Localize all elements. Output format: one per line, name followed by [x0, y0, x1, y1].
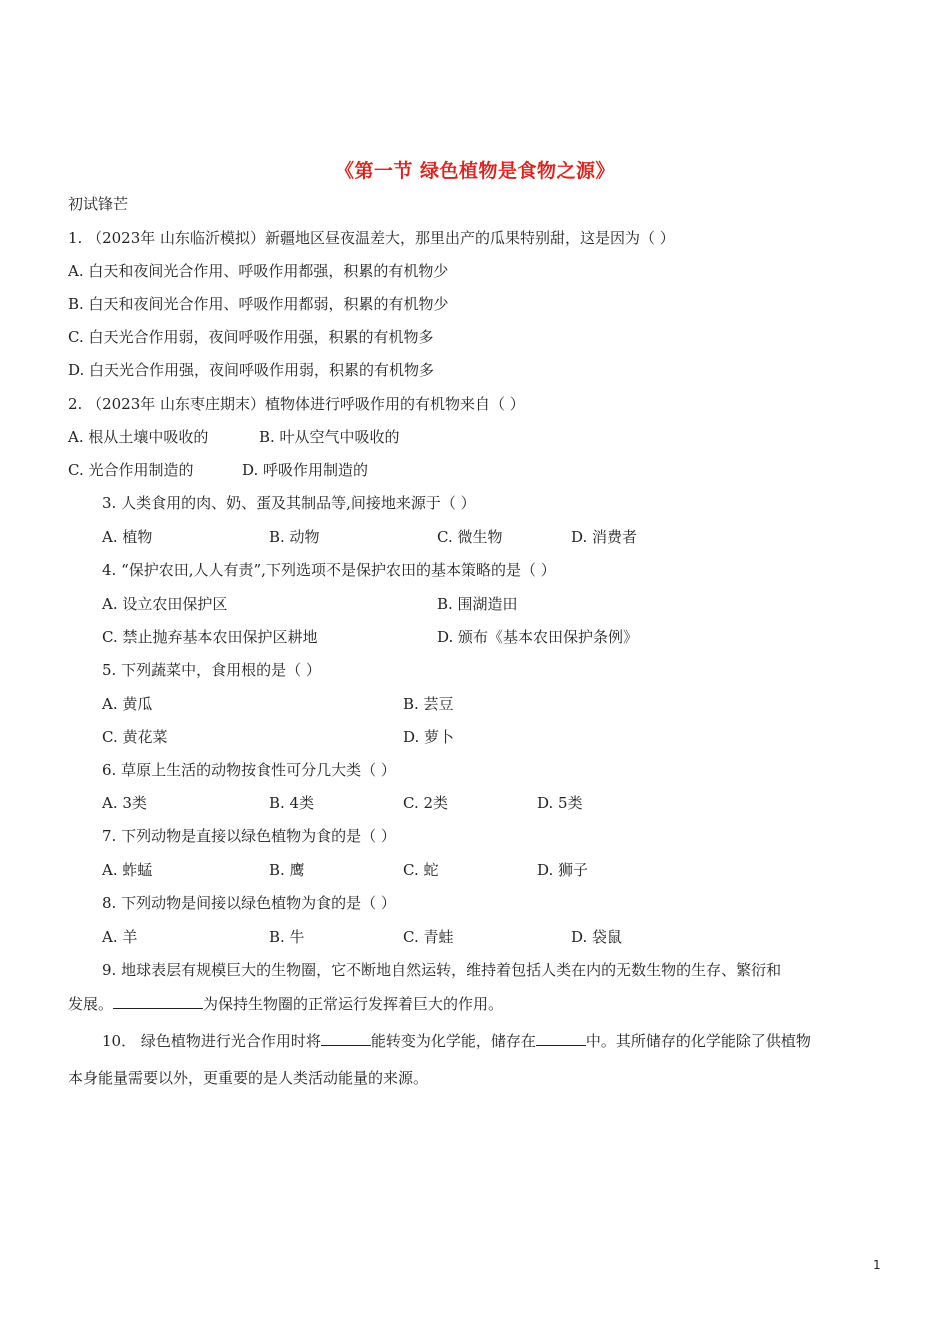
question-6-option-c: C. 2类 [403, 794, 449, 812]
question-10-line-2: 本身能量需要以外，更重要的是人类活动能量的来源。 [68, 1069, 429, 1087]
question-8-option-b: B. 牛 [269, 928, 305, 946]
question-1-stem: 1. （2023年 山东临沂模拟）新疆地区昼夜温差大，那里出产的瓜果特别甜，这是因为（ ） [68, 229, 675, 247]
question-4-stem: 4. “保护农田,人人有责”,下列选项不是保护农田的基本策略的是（ ） [102, 561, 556, 579]
question-6-option-a: A. 3类 [102, 794, 147, 812]
question-6-stem: 6. 草原上生活的动物按食性可分几大类（ ） [102, 761, 396, 779]
question-2-option-d: D. 呼吸作用制造的 [242, 461, 369, 479]
page-number: 1 [873, 1258, 881, 1272]
question-9-answer-blank[interactable] [113, 994, 203, 1009]
question-9-line-2 [68, 994, 503, 1014]
section-heading: 初试锋芒 [68, 195, 129, 213]
question-3-stem: 3. 人类食用的肉、奶、蛋及其制品等,间接地来源于（ ） [102, 494, 476, 512]
question-5-option-c: C. 黄花菜 [102, 728, 168, 746]
question-10-line-1 [102, 1031, 811, 1051]
question-8-option-c: C. 青蛙 [403, 928, 454, 946]
question-3-option-c: C. 微生物 [437, 528, 503, 546]
question-1-option-c: C. 白天光合作用弱，夜间呼吸作用强，积累的有机物多 [68, 328, 434, 346]
question-2-stem: 2. （2023年 山东枣庄期末）植物体进行呼吸作用的有机物来自（ ） [68, 395, 525, 413]
page-title: 《第一节 绿色植物是食物之源》 [334, 160, 616, 182]
question-8-stem: 8. 下列动物是间接以绿色植物为食的是（ ） [102, 894, 396, 912]
question-9-line-1: 9. 地球表层有规模巨大的生物圈，它不断地自然运转，维持着包括人类在内的无数生物的生存、繁衍和 [102, 961, 782, 979]
question-8-option-a: A. 羊 [102, 928, 138, 946]
question-3-option-d: D. 消费者 [571, 528, 638, 546]
question-7-option-a: A. 蚱蜢 [102, 861, 153, 879]
question-6-option-d: D. 5类 [537, 794, 583, 812]
question-1-option-b: B. 白天和夜间光合作用、呼吸作用都弱，积累的有机物少 [68, 295, 449, 313]
question-10-text-part-1: 10． 绿色植物进行光合作用时将 [102, 1032, 321, 1050]
question-7-stem: 7. 下列动物是直接以绿色植物为食的是（ ） [102, 827, 396, 845]
question-2-option-c: C. 光合作用制造的 [68, 461, 194, 479]
question-7-option-b: B. 鹰 [269, 861, 305, 879]
question-3-option-b: B. 动物 [269, 528, 320, 546]
question-6-option-b: B. 4类 [269, 794, 315, 812]
question-2-option-a: A. 根从土壤中吸收的 [68, 428, 209, 446]
question-9-text-after-blank: 为保持生物圈的正常运行发挥着巨大的作用。 [203, 995, 504, 1013]
question-4-option-d: D. 颁布《基本农田保护条例》 [437, 628, 639, 646]
question-10-answer-blank-2[interactable] [536, 1031, 586, 1046]
question-4-option-a: A. 设立农田保护区 [102, 595, 228, 613]
question-5-option-a: A. 黄瓜 [102, 695, 153, 713]
question-4-option-b: B. 围湖造田 [437, 595, 518, 613]
question-3-option-a: A. 植物 [102, 528, 153, 546]
question-9-text-before-blank: 发展。 [68, 995, 114, 1013]
question-10-text-part-2: 能转变为化学能，储存在 [370, 1032, 536, 1050]
question-10-answer-blank-1[interactable] [321, 1031, 371, 1046]
question-4-option-c: C. 禁止抛弃基本农田保护区耕地 [102, 628, 318, 646]
question-1-option-d: D. 白天光合作用强，夜间呼吸作用弱，积累的有机物多 [68, 361, 435, 379]
question-10-text-part-3: 中。其所储存的化学能除了供植物 [585, 1032, 811, 1050]
question-1-option-a: A. 白天和夜间光合作用、呼吸作用都强，积累的有机物少 [68, 262, 449, 280]
question-5-stem: 5. 下列蔬菜中，食用根的是（ ） [102, 661, 321, 679]
question-8-option-d: D. 袋鼠 [571, 928, 623, 946]
question-5-option-d: D. 萝卜 [403, 728, 455, 746]
question-7-option-c: C. 蛇 [403, 861, 439, 879]
question-2-option-b: B. 叶从空气中吸收的 [259, 428, 400, 446]
question-7-option-d: D. 狮子 [537, 861, 589, 879]
question-5-option-b: B. 芸豆 [403, 695, 454, 713]
